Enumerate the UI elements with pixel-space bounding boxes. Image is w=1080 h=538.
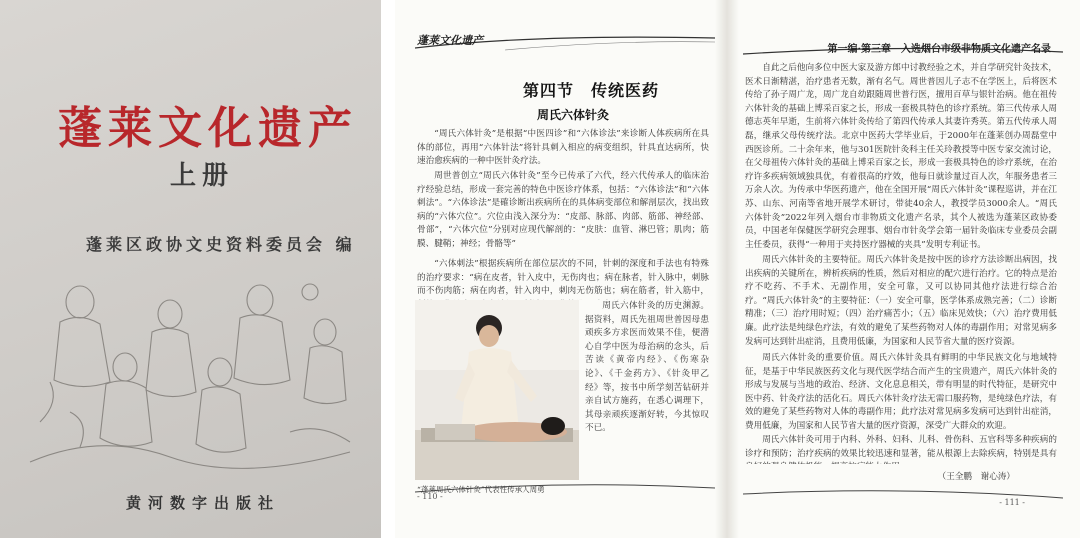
subsection-title: 周氏六体针灸 <box>537 108 610 122</box>
paragraph: 周氏六体针灸的历史渊源。据资料，周氏先祖周世普因母患顽疾多方求医而效果不佳，便潜心自学中医为母治病的念头，后苦读《黄帝内经》、《伤寒杂论》、《千金药方》、《针灸甲乙经》等，按书中所学刻苦钻研并亲自试方施药，在悉心调理下，其母亲顽疾逐渐好转，今其惊叹不已。 <box>585 301 709 434</box>
cover-editor: 蓬莱区政协文史资料委员会 编 <box>86 235 356 254</box>
paragraph: 自此之后他向多位中医大家及游方郎中讨教经验之术，并自学研究针灸技术，医术日渐精湛，治疗患者无数，渐有名气。周世普因儿子志不在学医上，后将医术传给了孙子周广龙，周广龙自幼跟随周世普行医，擅用百草与银针治病。他在祖传六体针灸的基础上博采百家之长，形成一套极具特色的诊疗系统。第三代传承人周德志英年早逝，生前将六体针灸传给了第四代传承人其妻许秀英。第五代传承人周磊，继承父母传统疗法。北京中医药大学毕业后，于2000年在蓬莱创办周磊堂中西医诊所。二十余年来，他与301医院针灸科主任关玲教授等中医专家交流讨论，在父母祖传六体针灸的基础上博采百家之长，形成一套极具特色的诊疗系统，在治疗许多疾病领域独具优，有着很高的疗效，他每日就诊量过百人次，年服务患者三万余人次。为传承中华医药遗产，他在全国开展“周氏六体针灸”课程巡讲，并在江苏、山东、河南等省地开展学术研讨，带徒40余人，教授学员3000余人。“周氏六体针灸”2022年列入烟台市非物质文化遗产名录，其个人被选为蓬莱区政协委员，中国老年保健医学研究会理事、烟台市针灸学会第一届针灸临床专业委员会副主任委员，获得“一种用于夹持医疗器械的夹具”发明专利证书。 <box>745 63 1057 250</box>
photo-caption: “蓬莱周氏六体针灸”代表性传承人周勇 <box>417 485 545 494</box>
cover-title: 蓬莱文化遗产 <box>58 103 358 154</box>
open-book-spread <box>395 0 1080 538</box>
paragraph: “周氏六体针灸”是根据“中医四诊”和“六体诊法”来诊断人体疾病所在具体的部位，再用“六体针法”将针具刺入相应的病变组织，针具直达病所，快速治愈疾病的一种中医针灸疗法。 <box>417 129 709 167</box>
running-head: 蓬莱文化遗产 <box>417 34 483 47</box>
paragraph: 周世普创立“周氏六体针灸”至今已传承了六代，经六代传承人的临床治疗经验总结，形成一套完善的特色中医诊疗体系，包括：“六体诊法”和“六体刺法”。“六体诊法”是確诊断出疾病所在的具体病变部位和解剖层次，找出致病的“六体穴位”。穴位由浅入深分为：“皮部、脉部、肉部、筋部、神经部、骨部”，“六体穴位”分别对应现代解剖的：“皮肤：血管、淋巴管；肌肉；筋膜、腱鞘；神经；骨骼等” <box>417 171 709 249</box>
cover-publisher: 黄河数字出版社 <box>126 494 281 512</box>
cover-illustration <box>20 272 360 477</box>
paragraph: 周氏六体针灸的重要价值。周氏六体针灸具有鲜明的中华民族文化与地域特征，是基于中华民族医药文化与现代医学结合而产生的宝贵遗产，周氏六体针灸的形成与发展与当地的政治、经济、文化息息相关，带有明显的时代特征，是研究中医中药、针灸疗法的活化石。周氏六体针灸疗法无需口服药物，是纯绿色疗法，有效的避免了某些药物对人体的毒副作用；此疗法对常见病多发病可达到针出症消，费用低廉，为国家和人民节省大量的医疗资源，深受广大群众的欢迎。 <box>745 353 1057 431</box>
page-number: - 111 - <box>999 498 1025 507</box>
page-number: - 110 - <box>417 492 443 501</box>
paragraph: 周氏六体针灸可用于内科、外科、妇科、儿科、骨伤科、五官科等多种疾病的诊疗和预防；治疗疾病的效果比较迅速和显著，能从根源上去除疾病，特别是具有 <box>745 435 1057 459</box>
paragraph: 周氏六体针灸的主要特征。周氏六体针灸是按中医的诊疗方法诊断出病因，找出疾病的关键所在，辨析疾病的性质，然后对相应的配穴进行治疗。它的特点是治疗不吃药、不手术、无副作用，安全可靠，又可以协同其他疗法进行综合治疗。“周氏六体针灸”的主要特征：（一）安全可靠，医学体系成熟完善；（二）诊断精准；（三）治疗用时短；（四）治疗痛苦小；（五）临床见效快；（六）治疗费用低廉。此疗法是纯绿色疗法，有效的避免了某些药物对人体的毒副作用；对常见病多发病可达到针出症消，且费用低廉，为国家和人民节省大量的医疗资源。 <box>745 255 1057 347</box>
left-page <box>395 0 720 538</box>
authors: （王全鹏 谢心涛） <box>937 472 1015 482</box>
acupuncture-photo <box>415 300 579 480</box>
footer-swoosh <box>415 478 715 498</box>
book-cover <box>0 0 381 538</box>
paragraph: “六体刺法”根据疾病所在部位层次的不同，针刺的深度和手法也有特殊的治疗要求：“病在皮者，针入皮中，无伤肉也；病在脉者，针入脉中，刺脉而不伤肉筋；病在肉者，针入肉中，刺肉无伤筋也；病在筋者，针入筋中， <box>417 259 709 297</box>
cover-volume: 上册 <box>170 161 235 191</box>
section-title: 第四节 传统医药 <box>523 81 660 100</box>
right-page <box>733 0 1073 538</box>
running-head: 第一编·第三章 入选烟台市级非物质文化遗产名录 <box>827 44 1051 55</box>
